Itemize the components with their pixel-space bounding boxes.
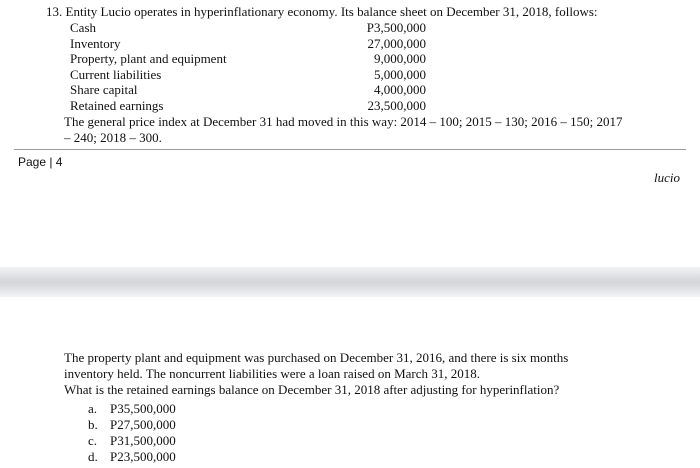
choice-d-letter: d. [88, 449, 98, 464]
choice-b-text: P27,500,000 [110, 417, 176, 432]
choice-a-letter: a. [88, 401, 98, 416]
item-label-current-liabilities: Current liabilities [70, 67, 162, 82]
item-label-share-capital: Share capital [70, 82, 138, 97]
item-label-cash: Cash [70, 20, 96, 35]
choice-b-letter: b. [88, 417, 98, 432]
choice-c-text: P31,500,000 [110, 433, 176, 448]
item-label-ppe: Property, plant and equipment [70, 51, 227, 66]
item-value-inventory: 27,000,000 [367, 36, 426, 51]
footer-divider [14, 149, 686, 150]
choice-a-text: P35,500,000 [110, 401, 176, 416]
price-index-line-1: The general price index at December 31 had moved in this way: 2014 – 100; 2015 – 130; 2016 – 150; 2017 [64, 114, 623, 129]
item-label-retained-earnings: Retained earnings [70, 98, 164, 113]
continuation-line-1: The property plant and equipment was purchased on December 31, 2016, and there is six months [64, 350, 569, 365]
item-value-share-capital: 4,000,000 [374, 82, 426, 97]
choice-c-letter: c. [88, 433, 98, 448]
continuation-line-2: inventory held. The noncurrent liabilities were a loan raised on March 31, 2018. [64, 366, 480, 381]
choice-d-text: P23,500,000 [110, 449, 176, 464]
question-prompt: What is the retained earnings balance on December 31, 2018 after adjusting for hyperinflation? [64, 382, 560, 397]
item-value-ppe: 9,000,000 [374, 51, 426, 66]
page-break-gap [0, 267, 700, 297]
item-value-retained-earnings: 23,500,000 [367, 98, 426, 113]
item-label-inventory: Inventory [70, 36, 121, 51]
author-label: lucio [654, 170, 680, 185]
price-index-line-2: – 240; 2018 – 300. [64, 130, 162, 145]
item-value-current-liabilities: 5,000,000 [374, 67, 426, 82]
item-value-cash: P3,500,000 [366, 20, 426, 35]
page-number: Page | 4 [18, 155, 63, 169]
question-heading: 13. Entity Lucio operates in hyperinflationary economy. Its balance sheet on December 31, 2018, follows: [46, 4, 598, 19]
